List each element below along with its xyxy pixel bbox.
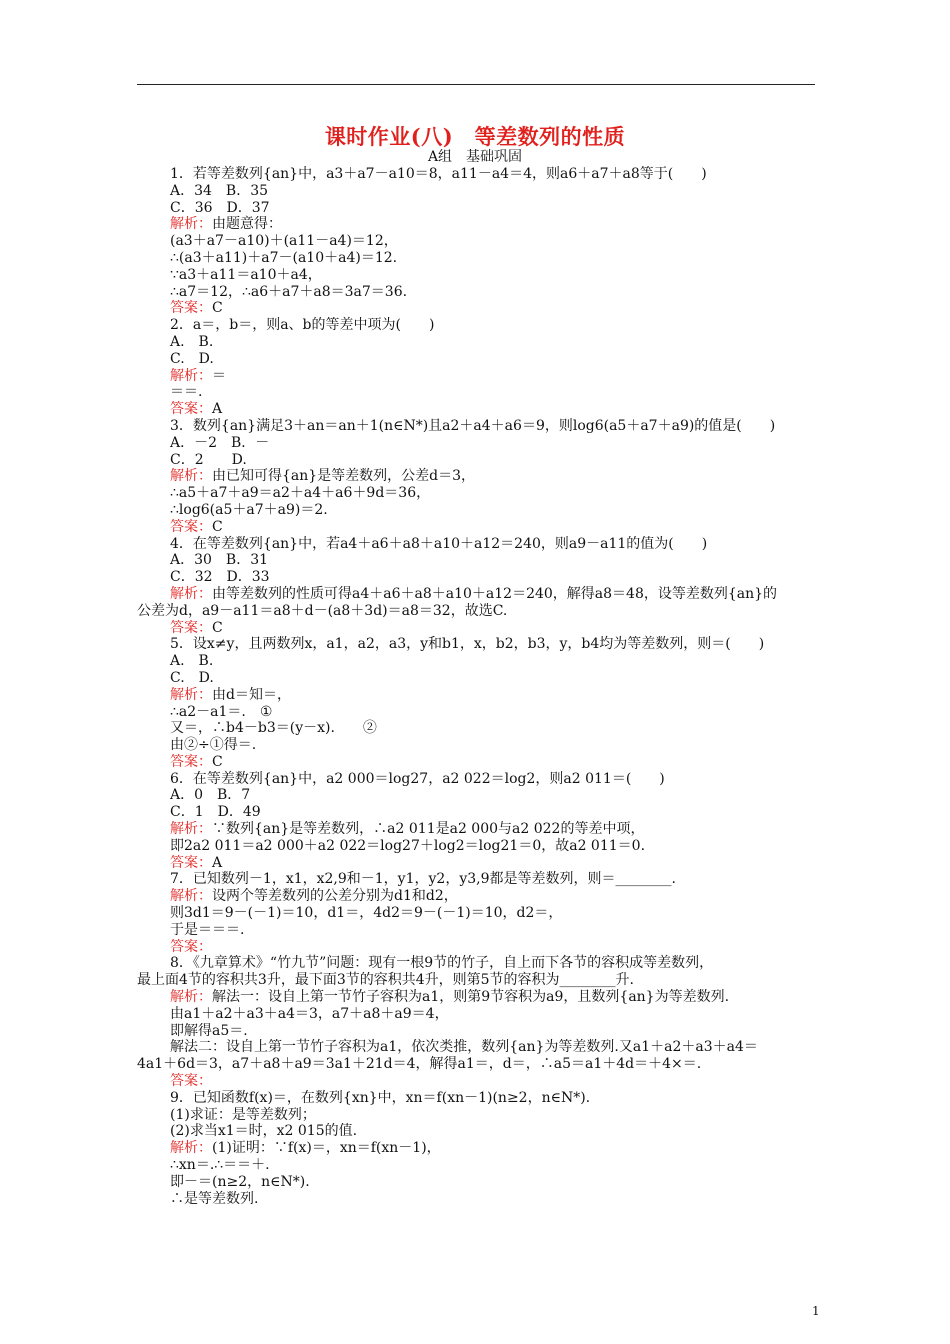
text-line (137, 687, 817, 704)
line-text: 由d＝知＝， (212, 686, 291, 703)
answer-label: 解析： (170, 468, 212, 485)
text-line (137, 502, 817, 519)
answer-label: 解析： (170, 216, 212, 233)
line-text: 公差为d，a9－a11＝a8＋d－(a8＋3d)＝a8＝32，故选C. (137, 602, 508, 619)
line-text: 5．设x≠y，且两数列x，a1，a2，a3，y和b1，x，b2，b3，y，b4均为等差数列，则＝( ) (170, 636, 765, 653)
text-line (137, 1023, 817, 1040)
answer-label: 解析： (170, 585, 212, 602)
line-text: C (212, 518, 223, 535)
text-line (137, 1073, 817, 1090)
header-rule (137, 84, 815, 85)
line-text: ＝＝. (170, 384, 203, 401)
text-line (137, 620, 817, 637)
text-line (137, 233, 817, 250)
text-line (137, 1191, 817, 1208)
line-text: 由已知可得{an}是等差数列，公差d＝3， (212, 468, 476, 485)
answer-label: 解析： (170, 989, 212, 1006)
line-text: A．0 B．7 (170, 787, 251, 804)
text-line (137, 972, 817, 989)
text-line (137, 922, 817, 939)
line-text: C (212, 300, 223, 317)
line-text: 即解得a5＝. (170, 1022, 248, 1039)
line-text: ∴a2－a1＝. ① (170, 703, 273, 720)
text-line (137, 435, 817, 452)
text-line (137, 216, 817, 233)
text-line (137, 452, 817, 469)
text-line (137, 989, 817, 1006)
line-text: 8．《九章算术》“竹九节”问题：现有一根9节的竹子，自上而下各节的容积成等差数列， (170, 955, 714, 972)
line-text: 解法二：设自上第一节竹子容积为a1，依次类推，数列{an}为等差数列.又a1＋a2＋a3＋a4＝ (170, 1039, 758, 1056)
text-line (137, 166, 817, 183)
text-line (137, 183, 817, 200)
line-text: C．2 D. (170, 451, 247, 468)
text-line (137, 368, 817, 385)
text-line (137, 300, 817, 317)
line-text: (a3＋a7－a10)＋(a11－a4)＝12， (170, 233, 398, 250)
text-line (137, 418, 817, 435)
page-number: 1 (812, 1304, 820, 1318)
text-line (137, 519, 817, 536)
line-text: 即2a2 011＝a2 000＋a2 022＝log27＋log2＝log21＝0，故a2 011＝0. (170, 837, 646, 854)
line-text: 由②÷①得＝. (170, 737, 257, 754)
page-title: 课时作业(八) 等差数列的性质 (324, 124, 626, 149)
text-line (137, 317, 817, 334)
text-line (137, 351, 817, 368)
text-line (137, 1157, 817, 1174)
line-text: 4．在等差数列{an}中，若a4＋a6＋a8＋a10＋a12＝240，则a9－a11的值为( ) (170, 535, 708, 552)
line-text: ∵a3＋a11＝a10＋a4， (170, 266, 322, 283)
text-line (137, 1090, 817, 1107)
line-text: C．32 D．33 (170, 569, 270, 586)
text-line (137, 603, 817, 620)
text-line (137, 569, 817, 586)
text-line (137, 334, 817, 351)
text-line (137, 771, 817, 788)
line-text: 设两个等差数列的公差分别为d1和d2， (212, 888, 458, 905)
text-line (137, 754, 817, 771)
text-line (137, 804, 817, 821)
line-text: (1)证明：∵f(x)＝，xn＝f(xn－1)， (212, 1140, 441, 1157)
line-text: ∴(a3＋a11)＋a7－(a10＋a4)＝12. (170, 249, 398, 266)
line-text: 2．a＝，b＝，则a、b的等差中项为( ) (170, 317, 435, 334)
text-line (137, 1006, 817, 1023)
text-line (137, 871, 817, 888)
line-text: 1．若等差数列{an}中，a3＋a7－a10＝8，a11－a4＝4，则a6＋a7＋a8等于( ) (170, 166, 707, 182)
text-line (137, 905, 817, 922)
line-text: C．1 D．49 (170, 804, 261, 821)
line-text: 则3d1＝9－(－1)＝10，d1＝，4d2＝9－(－1)＝10，d2＝， (170, 905, 563, 922)
line-text: C (212, 753, 223, 770)
text-line (137, 955, 817, 972)
line-text: 又＝，∴b4－b3＝(y－x). ② (170, 720, 377, 737)
text-line (137, 267, 817, 284)
answer-label: 答案： (170, 854, 212, 871)
answer-label: 答案： (170, 1073, 212, 1090)
text-line (137, 888, 817, 905)
answer-label: 解析： (170, 821, 212, 838)
line-text: 最上面4节的容积共3升，最下面3节的容积共4升，则第5节的容积为________升. (137, 972, 634, 989)
text-line (137, 737, 817, 754)
line-text: C. D. (170, 669, 214, 686)
answer-label: 答案： (170, 300, 212, 317)
text-line (137, 939, 817, 956)
text-line (137, 855, 817, 872)
text-line (137, 284, 817, 301)
answer-label: 答案： (170, 401, 212, 418)
line-text: ∴log6(a5＋a7＋a9)＝2. (170, 501, 328, 518)
text-line (137, 704, 817, 721)
text-line (137, 787, 817, 804)
text-line (137, 200, 817, 217)
line-text: A (212, 854, 223, 871)
answer-label: 解析： (170, 1140, 212, 1157)
text-line (137, 720, 817, 737)
line-text: 6．在等差数列{an}中，a2 000＝log27，a2 022＝log2，则a2 011＝( ) (170, 770, 665, 787)
line-text: A. B. (170, 653, 214, 670)
answer-label: 解析： (170, 888, 212, 905)
text-line (137, 838, 817, 855)
section-subtitle: A组 基础巩固 (427, 149, 523, 165)
line-text: 于是＝＝＝. (170, 921, 245, 938)
text-line (137, 250, 817, 267)
text-line (137, 636, 817, 653)
line-text: ∴xn＝.∴＝＝＋. (170, 1157, 270, 1174)
line-text: C. D. (170, 350, 214, 367)
text-line (137, 384, 817, 401)
text-line (137, 1123, 817, 1140)
text-line (137, 485, 817, 502)
text-line (137, 468, 817, 485)
line-text: (2)求当x1＝时，x2 015的值. (170, 1123, 358, 1140)
line-text: 由a1＋a2＋a3＋a4＝3，a7＋a8＋a9＝4， (170, 1005, 449, 1022)
document-body (137, 166, 817, 1207)
line-text: 4a1＋6d＝3，a7＋a8＋a9＝3a1＋21d＝4，解得a1＝，d＝，∴a5＝a1＋4d＝＋4×＝. (137, 1056, 702, 1073)
text-line (137, 586, 817, 603)
text-line (137, 1039, 817, 1056)
text-line (137, 536, 817, 553)
line-text: ∵数列{an}是等差数列，∴a2 011是a2 000与a2 022的等差中项， (212, 821, 645, 838)
answer-label: 答案： (170, 753, 212, 770)
text-line (137, 821, 817, 838)
text-line (137, 653, 817, 670)
line-text: 解法一：设自上第一节竹子容积为a1，则第9节容积为a9，且数列{an}为等差数列. (212, 989, 730, 1006)
answer-label: 答案： (170, 518, 212, 535)
text-line (137, 1107, 817, 1124)
text-line (137, 401, 817, 418)
answer-label: 解析： (170, 686, 212, 703)
text-line (137, 1174, 817, 1191)
line-text: A．30 B．31 (170, 552, 269, 569)
answer-label: 答案： (170, 938, 212, 955)
line-text: A．－2 B．－ (170, 434, 270, 451)
text-line (137, 552, 817, 569)
text-line (137, 1056, 817, 1073)
line-text: C (212, 619, 223, 636)
text-line (137, 670, 817, 687)
line-text: ＝ (212, 367, 226, 384)
line-text: A. B. (170, 333, 214, 350)
line-text: ∴a7＝12，∴a6＋a7＋a8＝3a7＝36. (170, 283, 408, 300)
line-text: 9．已知函数f(x)＝，在数列{xn}中，xn＝f(xn－1)(n≥2，n∈N*). (170, 1089, 591, 1106)
line-text: A (212, 401, 223, 418)
line-text: 由题意得： (212, 216, 282, 233)
line-text: 3．数列{an}满足3＋an＝an＋1(n∈N*)且a2＋a4＋a6＝9，则log6(a5＋a7＋a9)的值是( ) (170, 417, 776, 434)
answer-label: 解析： (170, 367, 212, 384)
line-text: 由等差数列的性质可得a4＋a6＋a8＋a10＋a12＝240，解得a8＝48，设等差数列{an}的 (212, 585, 778, 602)
answer-label: 答案： (170, 619, 212, 636)
text-line (137, 1140, 817, 1157)
line-text: ∴a5＋a7＋a9＝a2＋a4＋a6＋9d＝36， (170, 485, 431, 502)
line-text: 即－＝(n≥2，n∈N*). (170, 1173, 310, 1190)
line-text: (1)求证：是等差数列； (170, 1106, 316, 1123)
line-text: A．34 B．35 (170, 182, 269, 199)
line-text: 7．已知数列－1，x1，x2,9和－1，y1，y2，y3,9都是等差数列，则＝________. (170, 871, 676, 888)
line-text: C．36 D．37 (170, 199, 270, 216)
line-text: ∴是等差数列. (170, 1190, 259, 1207)
